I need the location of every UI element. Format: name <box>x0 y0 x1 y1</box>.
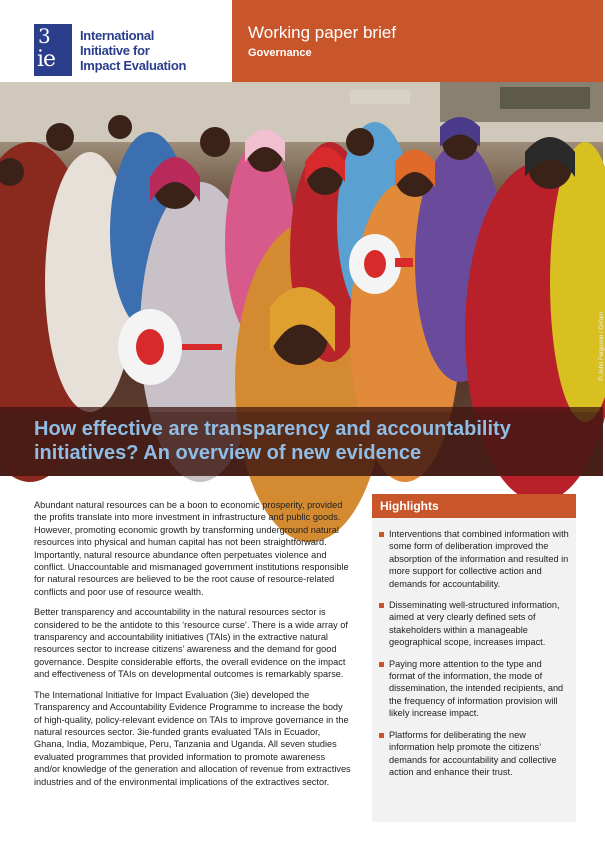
highlight-text: Platforms for deliberating the new information help promote the citizens’ demands for accountability and collective action and enhance their trust. <box>389 729 557 777</box>
3ie-logo <box>34 24 72 76</box>
page-title <box>34 417 584 465</box>
topic-label: Governance <box>248 47 312 59</box>
org-name <box>80 28 230 73</box>
highlight-text: Interventions that combined information with some form of deliberation improved the absorption of the information and resulted in more support for collective action and demands for accountability. <box>389 529 569 589</box>
highlights-heading: Highlights <box>372 494 576 518</box>
brief-type: Working paper brief <box>248 23 397 42</box>
list-item <box>372 729 576 779</box>
title-line-2: initiatives? An overview of new evidence <box>34 442 422 464</box>
paragraph: Abundant natural resources can be a boon to economic prosperity, provided the profits translate into more investment in infrastructure and public goods. However, promoting economic growth by transforming underground natural resources into physical and human capital has not been straightforward. Importantly, natural resource abundance often perpetuates violence and conflict. Unaccountable and mismanaged government institutions responsible for natural resources are believed to be the root cause of resource-related conflicts and poor use of resource wealth. <box>34 500 349 597</box>
highlight-text: Paying more attention to the type and format of the information, the mode of dissemination, the intended recipients, and the frequency of information provision will likely increase impact. <box>389 658 564 719</box>
square-bullet-icon <box>379 603 384 608</box>
square-bullet-icon <box>379 532 384 537</box>
body-text <box>34 499 352 796</box>
org-name-line-1: International <box>80 28 155 43</box>
header-banner <box>232 0 603 82</box>
org-name-line-3: Impact Evaluation <box>80 58 187 73</box>
highlights-list <box>372 528 576 778</box>
highlights-box <box>372 494 576 822</box>
square-bullet-icon <box>379 662 384 667</box>
title-line-1: How effective are transparency and accountability <box>34 418 511 440</box>
logo-top-text: 3 <box>38 24 51 48</box>
org-name-line-2: Initiative for <box>80 43 150 58</box>
square-bullet-icon <box>379 733 384 738</box>
list-item <box>372 528 576 590</box>
header-logo-area <box>0 0 232 82</box>
list-item <box>372 599 576 649</box>
logo-bottom-text: ie <box>37 47 56 72</box>
title-band <box>0 407 603 476</box>
paragraph: Better transparency and accountability in the natural resources sector is considered to be the antidote to this ‘resource curse’. There is a wide array of transparency and accountability initiatives (TAIs) in the extractive natural resources sector to increase citizens’ awareness and the demand for good governance. Despite considerable efforts, the overall evidence on the impact and effectiveness of TAIs on developmental outcomes is remarkably sparse. <box>34 607 348 680</box>
photo-credit: © John Ferguson / Oxfam <box>599 312 605 381</box>
list-item <box>372 658 576 720</box>
paragraph: The International Initiative for Impact Evaluation (3ie) developed the Transparency and Accountability Evidence Programme to increase the body of high-quality, policy-relevant evidence on TAIs to improve governance in the natural resources sector. 3ie-funded grants evaluated TAIs in Ecuador, Ghana, India, Mozambique, Peru, Tanzania and Uganda. All seven studies evaluated programmes that provided information to promote awareness and/or knowledge of the generation and allocation of revenue from extractives industries and of the environmental implications of the extractives sector. <box>34 689 351 787</box>
highlight-text: Disseminating well-structured information, aimed at very clearly defined sets of stakeholders within a manageable geographical scope, increases impact. <box>389 600 560 648</box>
